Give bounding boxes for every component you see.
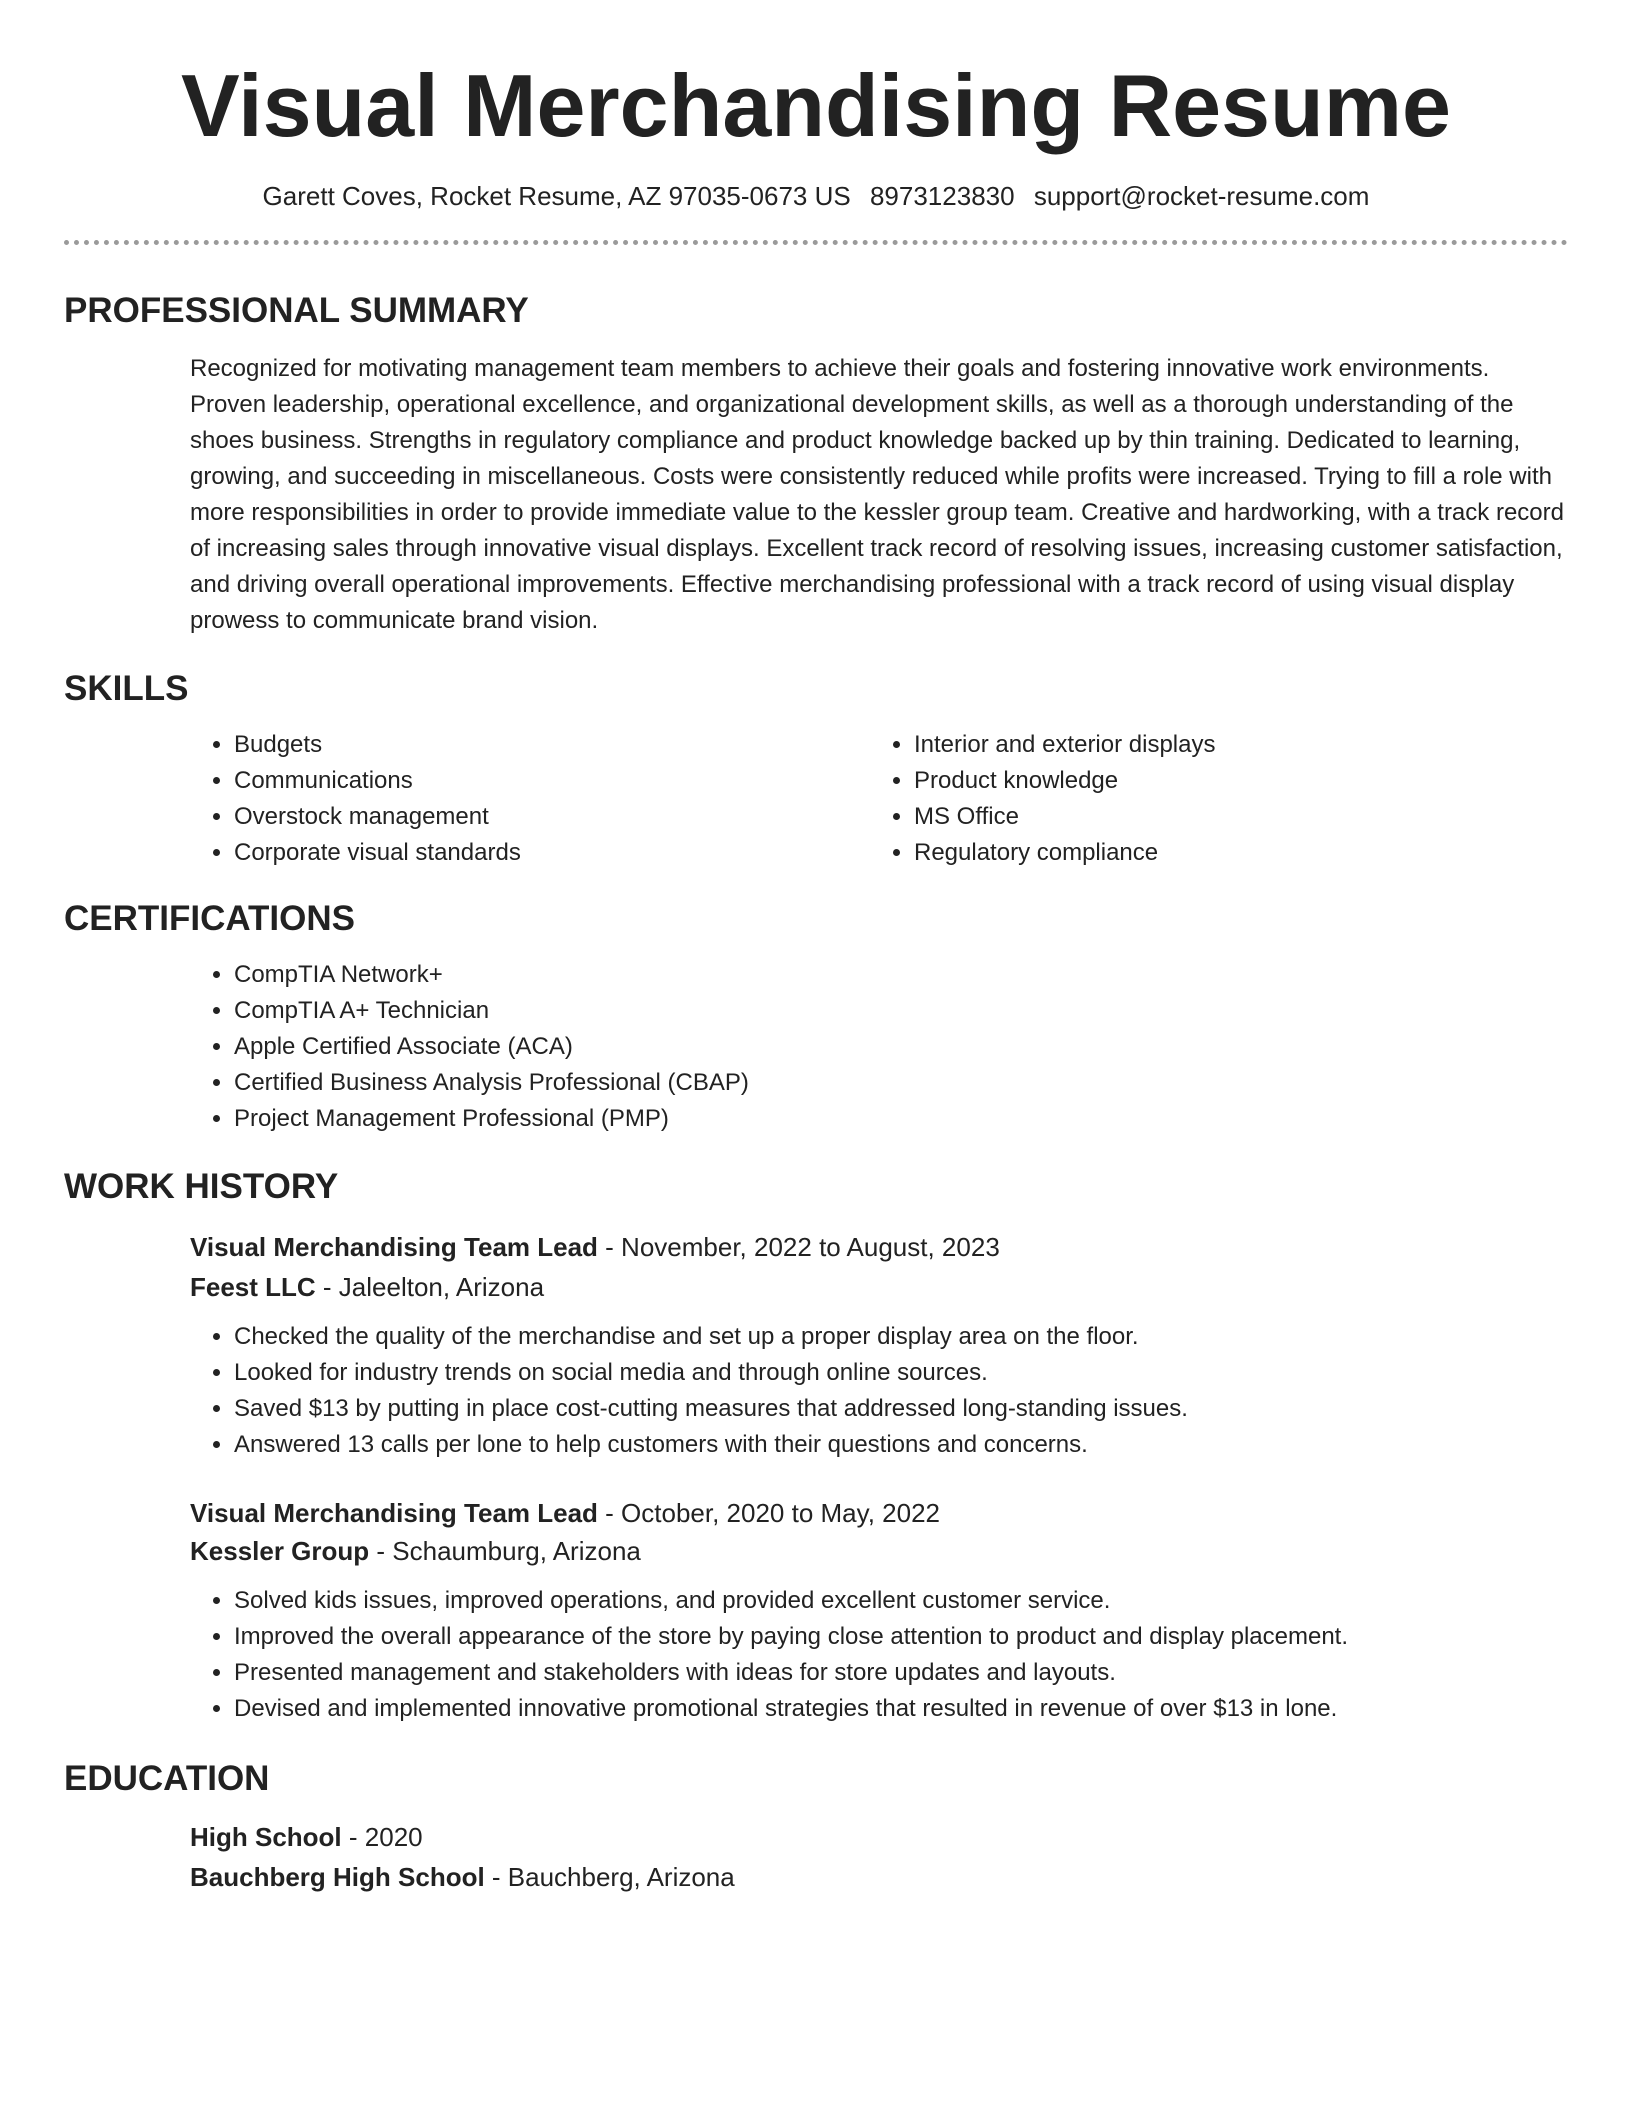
education-degree: High School bbox=[190, 1822, 342, 1852]
certifications-list bbox=[190, 957, 1568, 1137]
education-section bbox=[64, 1757, 1568, 1895]
certification-item: • Certified Business Analysis Professional (CBAP) bbox=[234, 1065, 1568, 1101]
skill-item: • Overstock management bbox=[234, 799, 870, 835]
work-history-heading: WORK HISTORY bbox=[64, 1167, 339, 1206]
job-dates: - October, 2020 to May, 2022 bbox=[597, 1498, 941, 1528]
education-degree-line bbox=[190, 1819, 1568, 1855]
education-school-line bbox=[190, 1859, 1568, 1895]
education-year: - 2020 bbox=[341, 1822, 423, 1852]
job-dates: - November, 2022 to August, 2023 bbox=[597, 1232, 1000, 1262]
job-duty: • Improved the overall appearance of the store by paying close attention to product and display placement. bbox=[234, 1619, 1568, 1655]
skills-left-column bbox=[190, 727, 870, 871]
job-title-line bbox=[190, 1229, 1568, 1265]
job-entry bbox=[190, 1495, 1568, 1727]
page-title: Visual Merchandising Resume bbox=[181, 56, 1451, 155]
job-location: - Jaleelton, Arizona bbox=[315, 1272, 545, 1302]
job-entry bbox=[190, 1229, 1568, 1463]
skill-item: • Communications bbox=[234, 763, 870, 799]
job-duty: • Checked the quality of the merchandise and set up a proper display area on the floor. bbox=[234, 1319, 1568, 1355]
job-duty: • Answered 13 calls per lone to help customers with their questions and concerns. bbox=[234, 1427, 1568, 1463]
skill-item: • MS Office bbox=[914, 799, 1550, 835]
certification-item: • Apple Certified Associate (ACA) bbox=[234, 1029, 1568, 1065]
job-duty: • Looked for industry trends on social media and through online sources. bbox=[234, 1355, 1568, 1391]
job-duties-list bbox=[190, 1583, 1568, 1727]
skills-right-column bbox=[870, 727, 1550, 871]
header-divider bbox=[64, 240, 1568, 245]
summary-heading: PROFESSIONAL SUMMARY bbox=[64, 291, 529, 330]
job-title: Visual Merchandising Team Lead bbox=[190, 1498, 598, 1528]
job-title: Visual Merchandising Team Lead bbox=[190, 1232, 598, 1262]
education-heading: EDUCATION bbox=[64, 1759, 270, 1798]
work-history-section bbox=[64, 1165, 1568, 1727]
skill-item: • Corporate visual standards bbox=[234, 835, 870, 871]
skills-heading: SKILLS bbox=[64, 669, 189, 708]
job-duty: • Solved kids issues, improved operations, and provided excellent customer service. bbox=[234, 1583, 1568, 1619]
job-title-line bbox=[190, 1495, 1568, 1531]
skills-grid bbox=[190, 727, 1568, 871]
contact-line bbox=[64, 180, 1568, 212]
contact-phone: 8973123830 bbox=[869, 181, 1015, 211]
skill-item: • Regulatory compliance bbox=[914, 835, 1550, 871]
skill-item: • Interior and exterior displays bbox=[914, 727, 1550, 763]
job-company: Feest LLC bbox=[190, 1272, 316, 1302]
job-company-line bbox=[190, 1269, 1568, 1305]
job-duty: • Presented management and stakeholders with ideas for store updates and layouts. bbox=[234, 1655, 1568, 1691]
summary-section bbox=[64, 289, 1568, 639]
certifications-section bbox=[64, 897, 1568, 1137]
education-school: Bauchberg High School bbox=[190, 1862, 485, 1892]
skills-section bbox=[64, 667, 1568, 871]
education-location: - Bauchberg, Arizona bbox=[484, 1862, 735, 1892]
certification-item: • CompTIA Network+ bbox=[234, 957, 1568, 993]
job-location: - Schaumburg, Arizona bbox=[369, 1536, 641, 1566]
skill-item: • Product knowledge bbox=[914, 763, 1550, 799]
job-company-line bbox=[190, 1533, 1568, 1569]
skill-item: • Budgets bbox=[234, 727, 870, 763]
job-duty: • Devised and implemented innovative promotional strategies that resulted in revenue of over $13 in lone. bbox=[234, 1691, 1568, 1727]
contact-email: support@rocket-resume.com bbox=[1033, 181, 1370, 211]
job-duty: • Saved $13 by putting in place cost-cutting measures that addressed long-standing issues. bbox=[234, 1391, 1568, 1427]
job-company: Kessler Group bbox=[190, 1536, 370, 1566]
summary-text: Recognized for motivating management team members to achieve their goals and fostering innovative work environments. Proven leadership, operational excellence, and organizational development skills, as well as a thorough understanding of the shoes business. Strengths in regulatory compliance and product knowledge backed up by thin training. Dedicated to learning, growing, and succeeding in miscellaneous. Costs were consistently reduced while profits were increased. Trying to fill a role with more responsibilities in order to provide immediate value to the kessler group team. Creative and hardworking, with a track record of increasing sales through innovative visual displays. Excellent track record of resolving issues, increasing customer satisfaction, and driving overall operational improvements. Effective merchandising professional with a track record of using visual display prowess to communicate brand vision. bbox=[190, 355, 1564, 634]
contact-address: Garett Coves, Rocket Resume, AZ 97035-0673 US bbox=[262, 181, 851, 211]
certification-item: • CompTIA A+ Technician bbox=[234, 993, 1568, 1029]
certifications-heading: CERTIFICATIONS bbox=[64, 899, 356, 938]
job-duties-list bbox=[190, 1319, 1568, 1463]
certification-item: • Project Management Professional (PMP) bbox=[234, 1101, 1568, 1137]
